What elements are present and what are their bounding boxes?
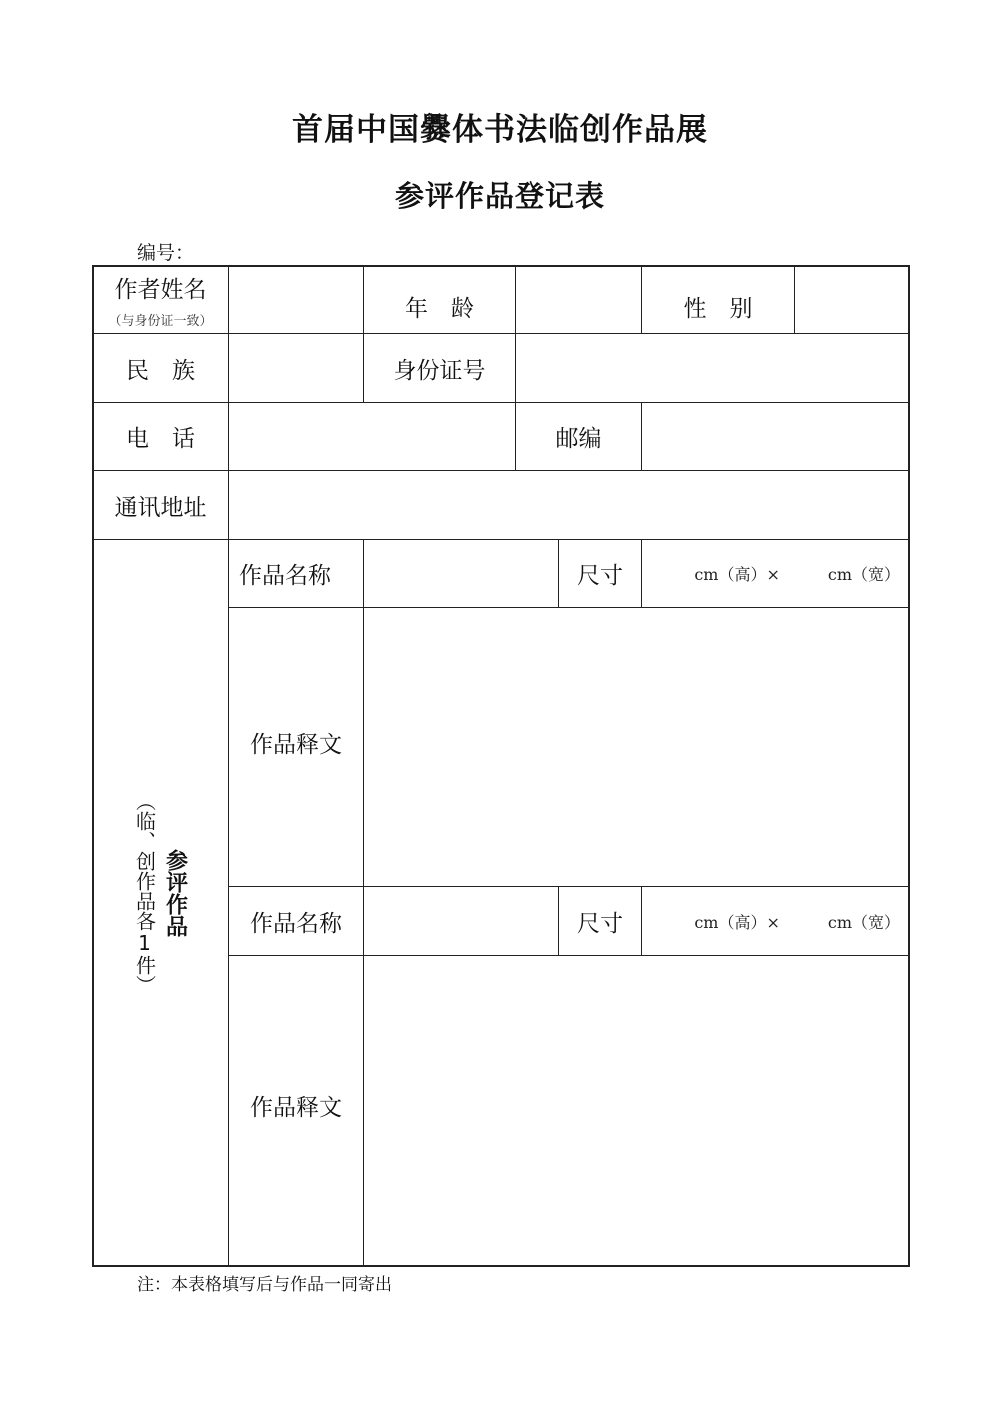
work-2-name-label-cell	[229, 887, 363, 955]
age-label-cell	[364, 266, 515, 333]
age-field[interactable]	[516, 266, 641, 333]
serial-number-label: 编号：	[137, 242, 195, 264]
phone-label: 电 话	[126, 426, 195, 452]
id-number-label-cell	[364, 334, 515, 402]
work-1-name-label: 作品名称	[239, 563, 331, 589]
id-number-field[interactable]	[516, 334, 908, 402]
work-2-text-label: 作品释文	[250, 1095, 342, 1121]
ethnicity-label-cell	[93, 334, 228, 402]
work-2-size-label-cell	[559, 887, 641, 955]
author-name-note: （与身份证一致）	[108, 313, 213, 329]
age-label: 年 龄	[405, 296, 474, 322]
work-1-text-field[interactable]	[364, 608, 908, 886]
work-1-text-label-cell	[229, 608, 363, 886]
work-2-size-units: cm（高）× cm（宽）	[694, 912, 900, 932]
postcode-label: 邮编	[555, 426, 602, 452]
entries-section-label: 参评作品	[162, 848, 188, 937]
work-1-name-label-cell	[229, 540, 363, 607]
postcode-label-cell	[516, 403, 641, 470]
work-1-size-label: 尺寸	[577, 563, 623, 589]
address-field[interactable]	[229, 471, 908, 539]
work-2-size-label: 尺寸	[577, 910, 623, 937]
author-name-label-cell	[93, 266, 228, 333]
author-name-field[interactable]	[229, 266, 363, 333]
address-label: 通讯地址	[114, 494, 207, 521]
work-2-name-label: 作品名称	[250, 910, 342, 937]
work-2-name-field[interactable]	[364, 887, 558, 955]
ethnicity-label: 民 族	[126, 357, 195, 384]
gender-field[interactable]	[795, 266, 908, 333]
work-1-name-field[interactable]	[364, 540, 558, 607]
author-name-label: 作者姓名	[114, 276, 207, 303]
phone-label-cell	[93, 403, 228, 470]
entries-section-note: （临、创作品各1件）	[132, 790, 157, 995]
work-2-size-field[interactable]	[642, 887, 908, 955]
address-label-cell	[93, 471, 228, 539]
form-title: 首届中国爨体书法临创作品展	[292, 112, 708, 148]
gender-label: 性 别	[683, 296, 753, 322]
gender-label-cell	[642, 266, 794, 333]
form-subtitle: 参评作品登记表	[394, 179, 605, 213]
work-1-text-label: 作品释文	[250, 731, 342, 758]
work-2-text-label-cell	[229, 956, 363, 1265]
ethnicity-field[interactable]	[229, 334, 363, 402]
id-number-label: 身份证号	[393, 357, 486, 384]
entries-section-label-cell	[93, 540, 228, 1265]
work-1-size-field[interactable]	[642, 540, 908, 607]
work-1-size-units: cm（高）× cm（宽）	[694, 565, 900, 584]
footer-note: 注：本表格填写后与作品一同寄出	[137, 1275, 392, 1295]
postcode-field[interactable]	[642, 403, 908, 470]
phone-field[interactable]	[229, 403, 515, 470]
work-2-text-field[interactable]	[364, 956, 908, 1265]
work-1-size-label-cell	[559, 540, 641, 607]
